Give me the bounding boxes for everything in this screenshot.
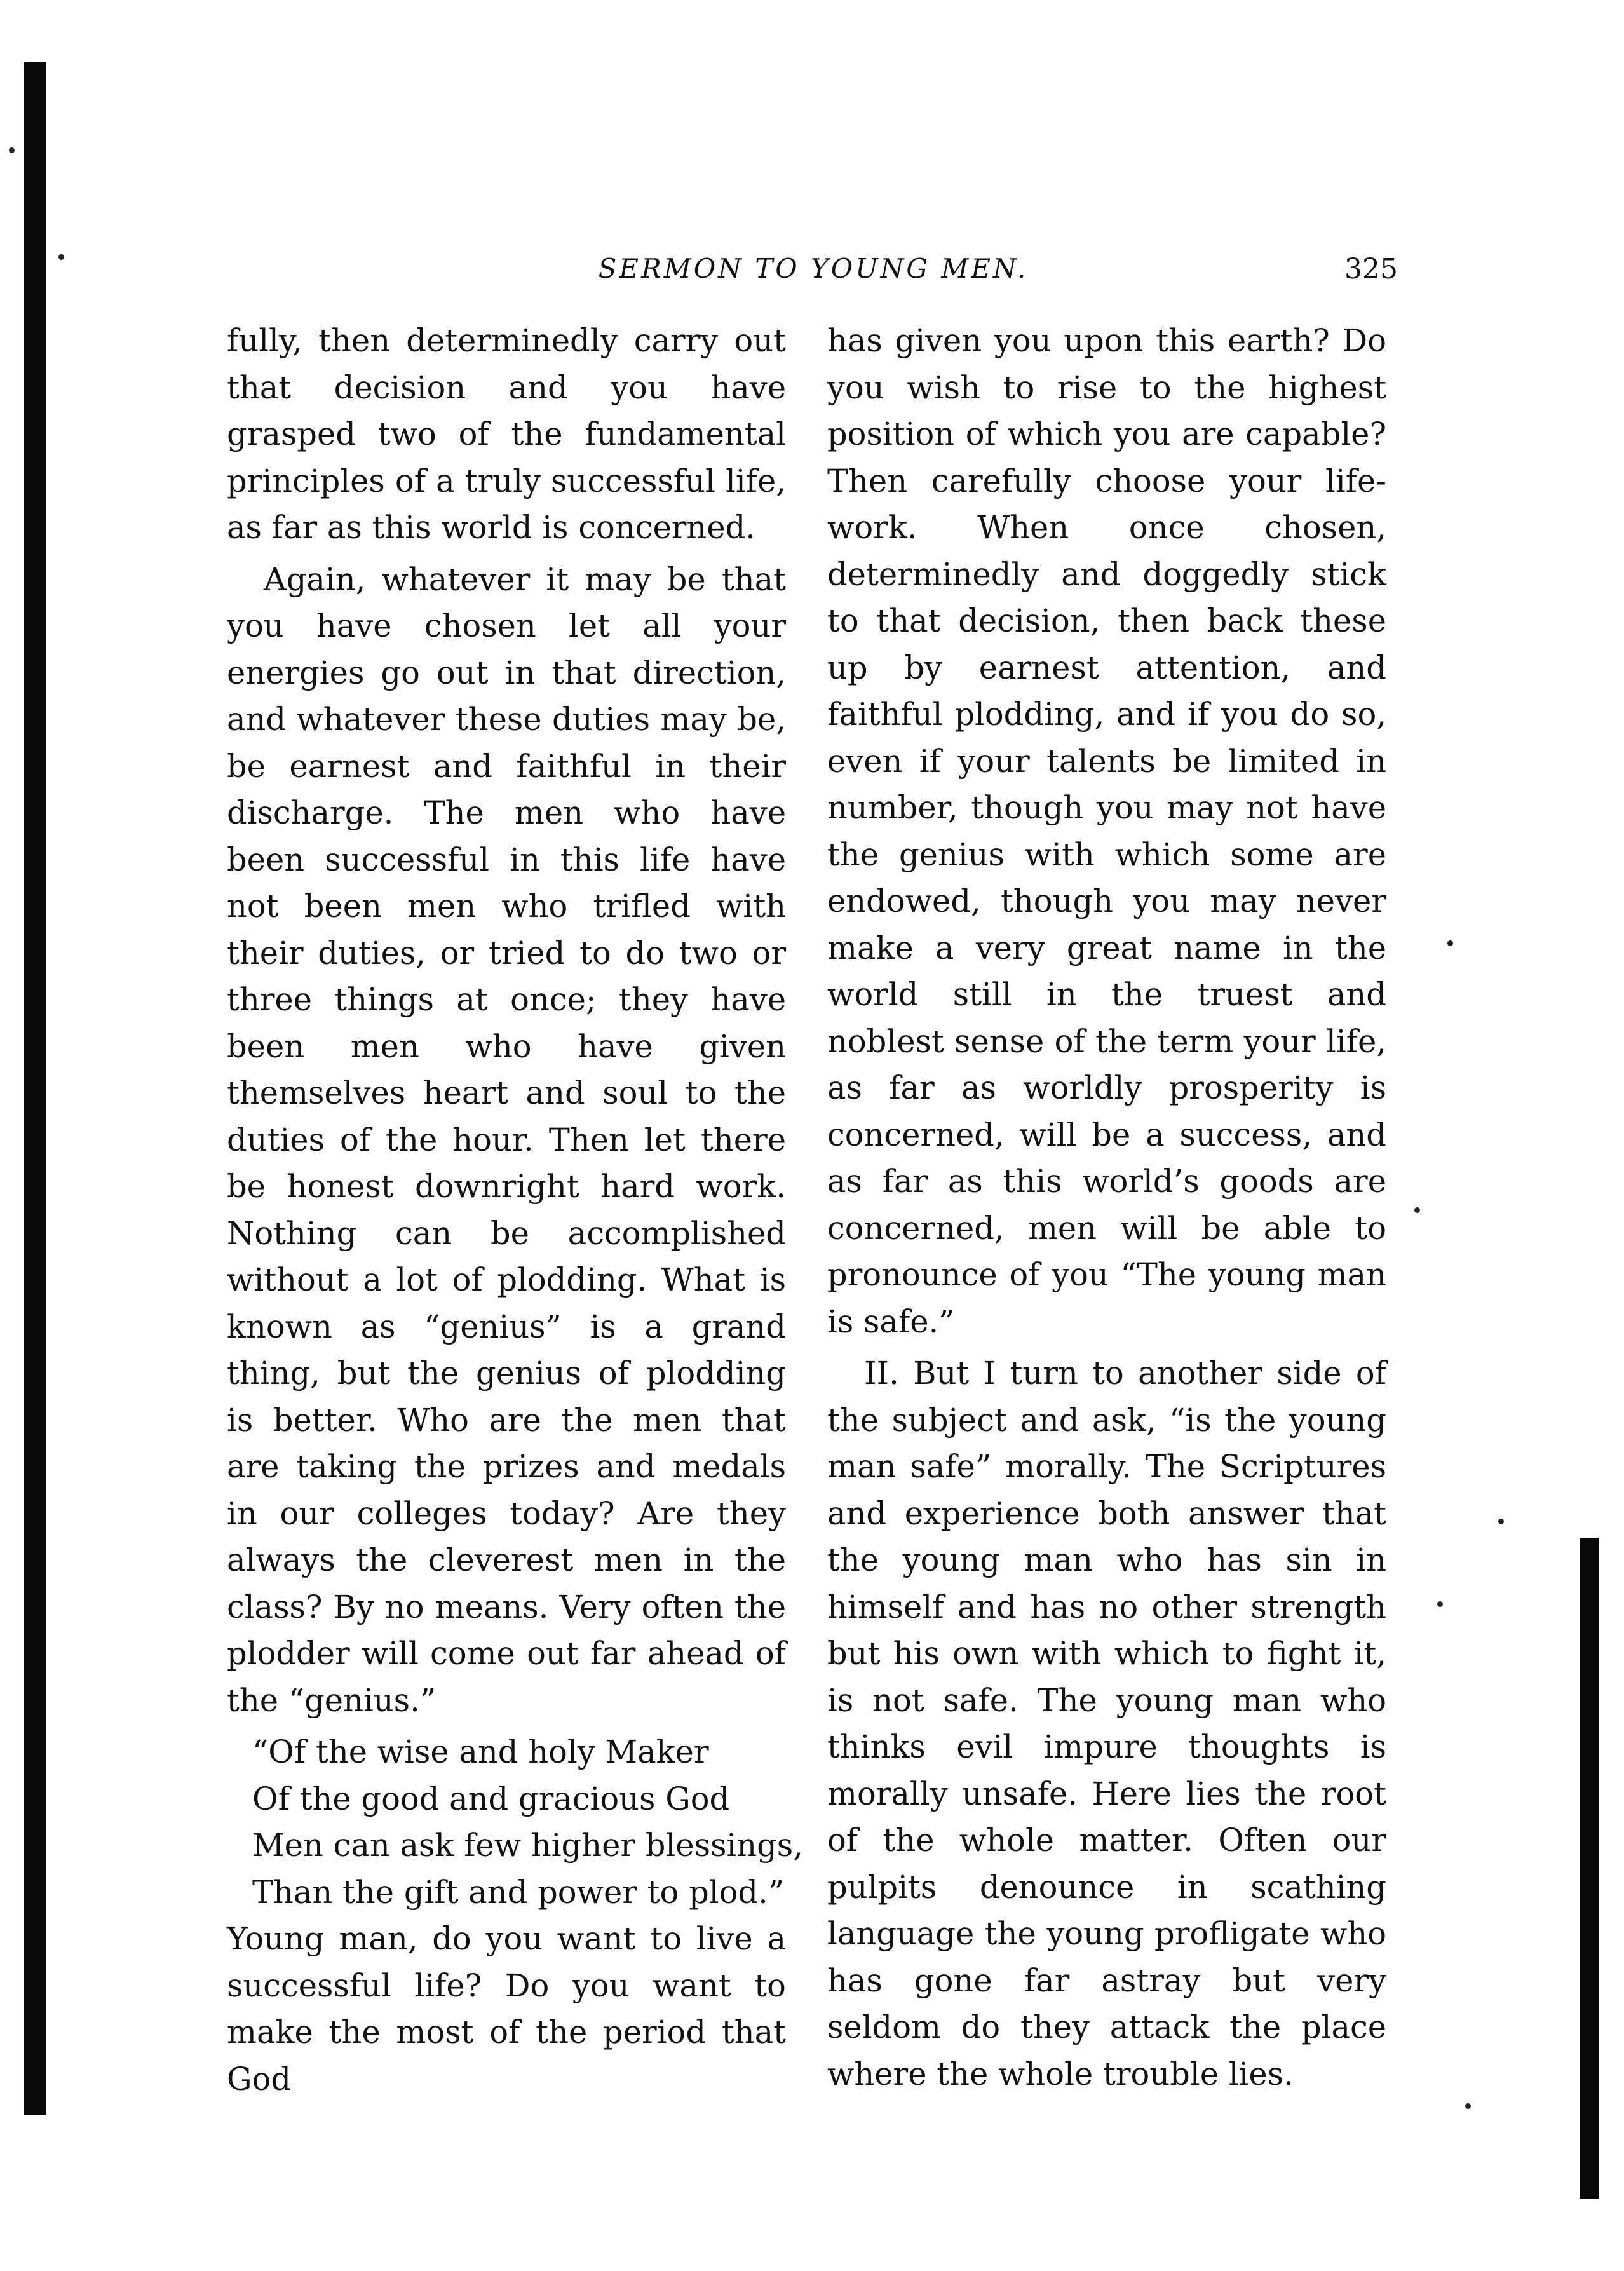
poem-line: “Of the wise and holy Maker: [252, 1733, 709, 1770]
scan-speck: [1498, 1519, 1504, 1524]
poem-line: Than the gift and power to plod.”: [252, 1873, 785, 1911]
left-column: [227, 318, 803, 2108]
paragraph: has given you upon this earth? Do you wish to rise to the highest position of which you are capable? Then carefully choose your life-work. When once chosen, determinedly and doggedly stick to that decision, then back these up by earnest attention, and faithful plodding, and if you do so, even if your talents be limited in number, though you may not have the genius with which some are endowed, though you may never make a very great name in the world still in the truest and noblest sense of the term your life, as far as worldly prosperity is concerned, will be a success, and as far as this world’s goods are concerned, men will be able to pronounce of you “The young man is safe.”: [827, 322, 1386, 1340]
scan-edge-right: [1580, 1538, 1599, 2199]
poem-line: Of the good and gracious God: [252, 1780, 730, 1817]
paragraph: II. But I turn to another side of the subject and ask, “is the young man safe” morally. The Scriptures and experience both answer that the young man who has sin in himself and has no other strength but his own with which to fight it, is not safe. The young man who thinks evil impure thoughts is morally unsafe. Here lies the root of the whole matter. Often our pulpits denounce in scathing language the young profligate who has gone far astray but very seldom do they attack the place where the whole trouble lies.: [827, 1355, 1386, 2092]
poem-line: Men can ask few higher blessings,: [252, 1827, 803, 1864]
right-column: [827, 318, 1386, 2103]
scan-edge-left: [24, 62, 46, 2115]
paragraph: Again, whatever it may be that you have chosen let all your energies go out in that direction, and whatever these duties may be, be earnest and faithful in their discharge. The men who have been successful in this life have not been men who trifled with their duties, or tried to do two or three things at once; they have been men who have given themselves heart and soul to the duties of the hour. Then let there be honest downright hard work. Nothing can be accomplished without a lot of plodding. What is known as “genius” is a grand thing, but the genius of plodding is better. Who are the men that are taking the prizes and medals in our colleges today? Are they always the cleverest men in the class? By no means. Very often the plodder will come out far ahead of the “genius.”: [227, 560, 786, 1719]
poem-quote: [252, 1729, 803, 1916]
scan-speck: [1465, 2103, 1471, 2109]
scan-speck: [58, 254, 64, 260]
page-number: 325: [1344, 253, 1398, 285]
paragraph: Young man, do you want to live a successful life? Do you want to make the most of the period that God: [227, 1920, 786, 2098]
scan-speck: [1414, 1207, 1420, 1213]
paragraph: fully, then determinedly carry out that decision and you have grasped two of the fundamental principles of a truly successful life, as far as this world is concerned.: [227, 322, 786, 546]
scan-speck: [1437, 1601, 1443, 1607]
scan-speck: [9, 147, 15, 153]
scan-speck: [1447, 940, 1453, 946]
running-title: SERMON TO YOUNG MEN.: [598, 253, 1029, 284]
